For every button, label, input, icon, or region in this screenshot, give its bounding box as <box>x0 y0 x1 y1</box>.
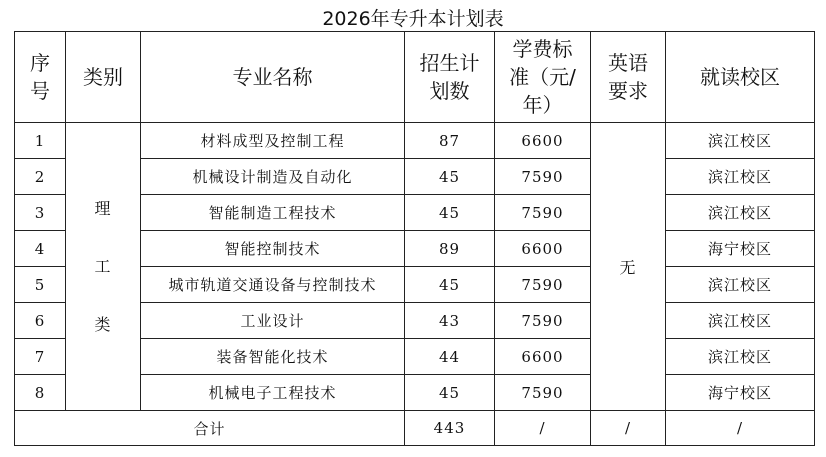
cell-major: 装备智能化技术 <box>141 339 405 375</box>
cell-seq: 8 <box>15 375 66 411</box>
header-campus: 就读校区 <box>666 32 815 123</box>
cell-seq: 6 <box>15 303 66 339</box>
cell-seq: 4 <box>15 231 66 267</box>
total-fee: / <box>495 411 591 446</box>
plan-table <box>14 31 815 446</box>
cell-quota: 45 <box>405 375 495 411</box>
cell-quota: 87 <box>405 123 495 159</box>
cell-seq: 7 <box>15 339 66 375</box>
header-category: 类别 <box>66 32 141 123</box>
cell-fee: 7590 <box>495 375 591 411</box>
cell-major: 机械设计制造及自动化 <box>141 159 405 195</box>
table-row <box>15 123 815 159</box>
header-quota: 招生计 划数 <box>405 32 495 123</box>
cell-campus: 滨江校区 <box>666 123 815 159</box>
cell-campus: 滨江校区 <box>666 339 815 375</box>
cell-major: 工业设计 <box>141 303 405 339</box>
cell-fee: 7590 <box>495 267 591 303</box>
cell-campus: 滨江校区 <box>666 303 815 339</box>
cell-quota: 43 <box>405 303 495 339</box>
header-major: 专业名称 <box>141 32 405 123</box>
header-row <box>15 32 815 123</box>
cell-fee: 6600 <box>495 339 591 375</box>
cell-campus: 海宁校区 <box>666 231 815 267</box>
cell-fee: 7590 <box>495 195 591 231</box>
cell-fee: 7590 <box>495 303 591 339</box>
header-english: 英语 要求 <box>591 32 666 123</box>
cell-major: 智能控制技术 <box>141 231 405 267</box>
header-fee: 学费标 准（元/ 年） <box>495 32 591 123</box>
total-quota: 443 <box>405 411 495 446</box>
total-campus: / <box>666 411 815 446</box>
table-title: 2026年专升本计划表 <box>322 8 504 30</box>
cell-major: 智能制造工程技术 <box>141 195 405 231</box>
cell-seq: 3 <box>15 195 66 231</box>
cell-english: 无 <box>591 123 666 411</box>
cell-quota: 44 <box>405 339 495 375</box>
cell-fee: 7590 <box>495 159 591 195</box>
total-english: / <box>591 411 666 446</box>
cell-fee: 6600 <box>495 231 591 267</box>
total-row <box>15 411 815 446</box>
cell-category: 理 工 类 <box>66 123 141 411</box>
header-seq: 序 号 <box>15 32 66 123</box>
cell-quota: 45 <box>405 267 495 303</box>
cell-campus: 滨江校区 <box>666 159 815 195</box>
cell-seq: 1 <box>15 123 66 159</box>
cell-major: 材料成型及控制工程 <box>141 123 405 159</box>
total-label: 合计 <box>15 411 405 446</box>
cell-campus: 海宁校区 <box>666 375 815 411</box>
cell-seq: 2 <box>15 159 66 195</box>
cell-campus: 滨江校区 <box>666 267 815 303</box>
cell-major: 机械电子工程技术 <box>141 375 405 411</box>
cell-fee: 6600 <box>495 123 591 159</box>
cell-quota: 89 <box>405 231 495 267</box>
cell-campus: 滨江校区 <box>666 195 815 231</box>
cell-quota: 45 <box>405 195 495 231</box>
cell-major: 城市轨道交通设备与控制技术 <box>141 267 405 303</box>
cell-seq: 5 <box>15 267 66 303</box>
cell-quota: 45 <box>405 159 495 195</box>
